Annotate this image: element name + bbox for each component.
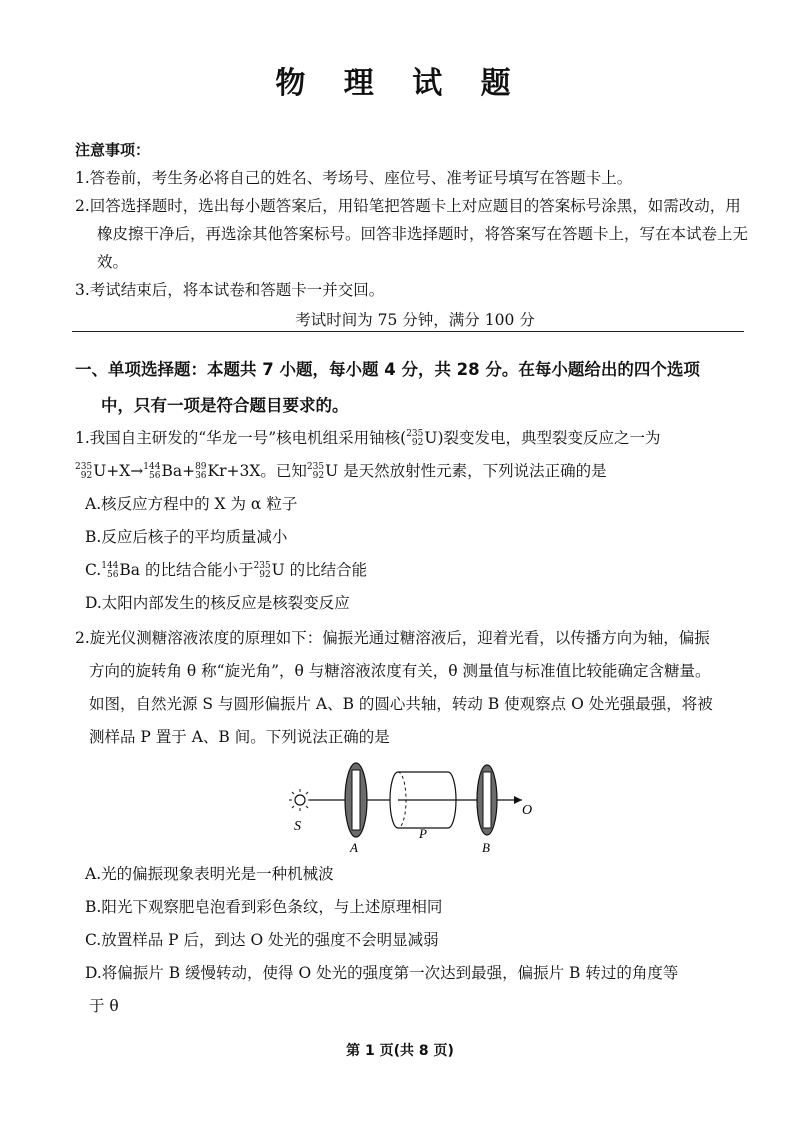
question-2-stem-line-2: 方向的旋转角 θ 称“旋光角”，θ 与糖溶液浓度有关，θ 测量值与标准值比较能确定含糖量。 bbox=[89, 662, 711, 680]
mass-number: 235 bbox=[406, 429, 424, 439]
question-1-option-d: D.太阳内部发生的核反应是核裂变反应 bbox=[85, 594, 350, 612]
question-2-option-d-line-2: 于 θ bbox=[89, 997, 119, 1015]
option-c-middle: Ba 的比结合能小于 bbox=[119, 561, 254, 579]
question-2-options bbox=[75, 858, 755, 1023]
option-c-prefix: C. bbox=[85, 561, 102, 579]
q1-stem-text-b: )裂变发电，典型裂变反应之一为 bbox=[437, 429, 661, 447]
question-1-stem-line-1 bbox=[75, 422, 755, 455]
question-1-stem-line-2 bbox=[75, 455, 755, 488]
divider-line bbox=[72, 331, 744, 332]
u235-nuclide-index bbox=[406, 430, 423, 448]
u235-nuclide-index-3 bbox=[307, 463, 324, 481]
sample-tube-icon bbox=[390, 772, 456, 828]
question-2-stem-line-1: 2.旋光仪测糖溶液浓度的原理如下：偏振光通过糖溶液后，迎着光看，以传播方向为轴，偏振 bbox=[75, 629, 710, 647]
ba-nuclide-index-2 bbox=[101, 562, 118, 580]
section-heading bbox=[75, 352, 755, 424]
polarizer-b-icon bbox=[477, 765, 497, 835]
equation-part-3: Kr+3X。已知 bbox=[207, 462, 307, 480]
label-s: S bbox=[294, 819, 301, 834]
section-heading-line-2: 中，只有一项是符合题目要求的。 bbox=[101, 396, 349, 415]
question-2-option-d-line-1: D.将偏振片 B 缓慢转动，使得 O 处光的强度第一次达到最强，偏振片 B 转过的角度等 bbox=[85, 964, 679, 982]
atomic-number: 56 bbox=[149, 471, 161, 481]
u235-nuclide-index-2 bbox=[75, 463, 92, 481]
polarizer-a-icon bbox=[345, 763, 367, 837]
notes-heading: 注意事项： bbox=[75, 141, 151, 159]
atomic-number: 36 bbox=[195, 471, 207, 481]
question-2-stem-line-3: 如图，自然光源 S 与圆形偏振片 A、B 的圆心共轴，转动 B 使观察点 O 处光强最强，将被 bbox=[89, 695, 713, 713]
atomic-number: 92 bbox=[259, 570, 271, 580]
page-title: 物 理 试 题 bbox=[275, 66, 525, 101]
question-1-option-b: B.反应后核子的平均质量减小 bbox=[85, 528, 288, 546]
mass-number: 144 bbox=[143, 462, 161, 472]
u235-nuclide-index-4 bbox=[253, 562, 270, 580]
mass-number: 89 bbox=[195, 462, 207, 472]
question-1-option-c bbox=[75, 554, 755, 587]
label-b: B bbox=[482, 840, 490, 855]
notes-block bbox=[75, 136, 755, 334]
atomic-number: 92 bbox=[411, 438, 424, 448]
q1-stem-text-c: U 是天然放射性元素，下列说法正确的是 bbox=[325, 462, 607, 480]
notes-item-1: 1.答卷前，考生务必将自己的姓名、考场号、座位号、准考证号填写在答题卡上。 bbox=[75, 169, 633, 187]
ba-nuclide-index bbox=[143, 463, 160, 481]
polarimeter-diagram bbox=[282, 760, 542, 860]
option-c-suffix: U 的比结合能 bbox=[271, 561, 368, 579]
question-2-stem-line-4: 测样品 P 置于 A、B 间。下列说法正确的是 bbox=[89, 728, 390, 746]
equation-part-1: U+X→ bbox=[93, 462, 144, 480]
mass-number: 235 bbox=[253, 561, 271, 571]
notes-item-3: 3.考试结束后，将本试卷和答题卡一并交回。 bbox=[75, 281, 385, 299]
kr-nuclide-index bbox=[195, 463, 206, 481]
light-source-icon bbox=[289, 789, 311, 811]
question-2 bbox=[75, 622, 755, 754]
question-1-option-a: A.核反应方程中的 X 为 α 粒子 bbox=[85, 495, 298, 513]
mass-number: 235 bbox=[306, 462, 325, 472]
atomic-number: 92 bbox=[312, 471, 325, 481]
atomic-number: 56 bbox=[106, 570, 119, 580]
equation-part-2: Ba+ bbox=[161, 462, 196, 480]
label-o: O bbox=[522, 803, 533, 818]
label-p: P bbox=[419, 826, 427, 841]
exam-time-info: 考试时间为 75 分钟，满分 100 分 bbox=[295, 311, 535, 329]
question-2-option-a: A.光的偏振现象表明光是一种机械波 bbox=[85, 865, 334, 883]
atomic-number: 92 bbox=[80, 471, 93, 481]
question-2-option-c: C.放置样品 P 后，到达 O 处光的强度不会明显减弱 bbox=[85, 931, 439, 949]
question-1 bbox=[75, 422, 755, 620]
section-heading-line-1: 一、单项选择题：本题共 7 小题，每小题 4 分，共 28 分。在每小题给出的四个选项 bbox=[75, 360, 700, 379]
page-footer: 第 1 页(共 8 页) bbox=[346, 1043, 454, 1059]
axis-arrow-icon bbox=[514, 796, 522, 804]
question-2-option-b: B.阳光下观察肥皂泡看到彩色条纹，与上述原理相同 bbox=[85, 898, 443, 916]
u-symbol: U bbox=[424, 429, 438, 447]
label-a: A bbox=[350, 840, 358, 855]
mass-number: 144 bbox=[101, 561, 119, 571]
q1-stem-text-a: 1.我国自主研发的“华龙一号”核电机组采用铀核( bbox=[75, 429, 407, 447]
notes-item-2: 2.回答选择题时，选出每小题答案后，用铅笔把答题卡上对应题目的答案标号涂黑，如需改动，用橡皮擦干净后，再选涂其他答案标号。回答非选择题时，将答案写在答题卡上，写在本试卷上无效。 bbox=[75, 197, 749, 271]
mass-number: 235 bbox=[75, 462, 93, 472]
